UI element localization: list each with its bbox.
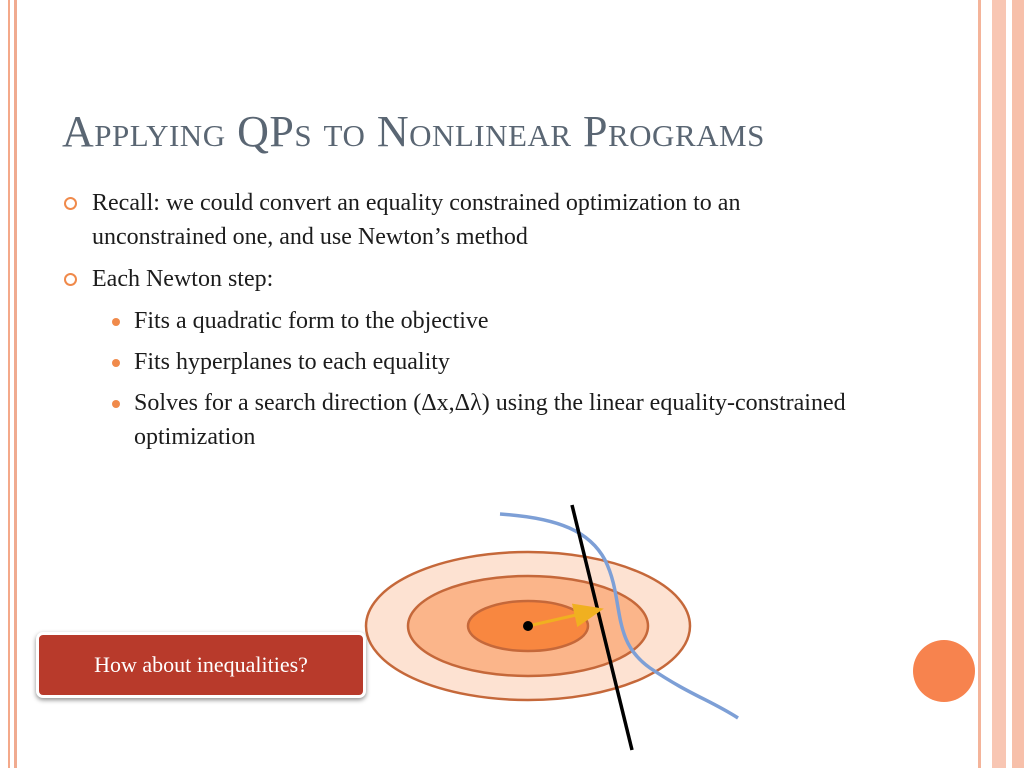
bullet-text: Recall: we could convert an equality constrained optimization to an unconstrained one, and use Newton’s method: [92, 190, 741, 250]
bullet-text: Each Newton step:: [92, 266, 274, 292]
slide-title: Applying QPs to Nonlinear Programs: [62, 107, 765, 156]
decorative-circle: [913, 640, 975, 702]
callout-box: How about inequalities?: [36, 632, 366, 698]
current-point: [523, 621, 533, 631]
sub-bullet-text: Fits hyperplanes to each equality: [134, 349, 450, 375]
sub-bullet-text: Fits a quadratic form to the objective: [134, 308, 489, 334]
sub-bullet-text: Solves for a search direction (Δx,Δλ) using the linear equality-constrained optimization: [134, 390, 846, 450]
